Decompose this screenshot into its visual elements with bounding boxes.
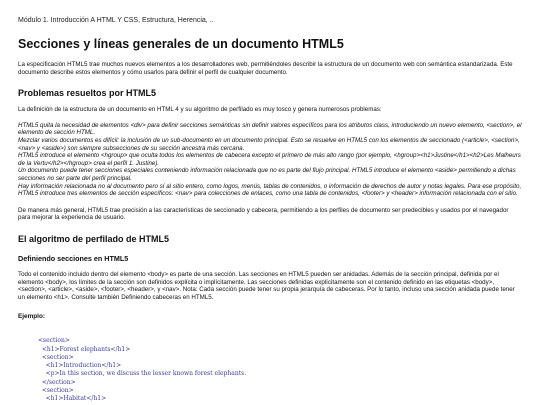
subheading-defining-sections: Definiendo secciones en HTML5: [18, 253, 129, 263]
problem-item: Un documento puede tener secciones especiales conteniendo información relacionada que no es parte del flujo principal. HTML5 introduce el elemento <aside> permitiendo a dichas secciones no ser parte del perfil principal.: [18, 167, 516, 182]
page-title: Secciones y líneas generales de un documento HTML5: [18, 37, 344, 51]
code-example: [38, 337, 522, 403]
code-line: </section>: [38, 378, 76, 386]
breadcrumb: Módulo 1. Introducción A HTML Y CSS, Estructura, Herencia, ..: [18, 17, 214, 24]
code-line: <section>: [38, 337, 70, 345]
code-line: <h1>Forest elephants</h1>: [38, 345, 131, 353]
problem-item: Mezclar varios documentos es difícil: la inclusión de un sub-documento en un documento principal. Esto se resuelve en HTML5 con los elementos de seccionado (<article>, <section>, <nav> y <aside>) son siempre subsecciones de su sección ancestra más cercana.: [18, 136, 520, 152]
section-heading-problems: Problemas resueltos por HTML5: [18, 88, 157, 99]
problem-item: Hay información relacionada no al documento pero sí al sitio entero, como logos, menús, tablas de contenidos, o información de derechos de autor y notas legales. Para ese propósito, HTML5 introduce tres elementos de sección específicos: <nav> para colecciones de enlaces, como una tabla de contenidos, <footer> y <header> información relacionada con el sitio.: [18, 182, 522, 198]
code-line: <h1>Introduction</h1>: [38, 362, 122, 370]
code-line: <section>: [38, 387, 74, 395]
problem-item: HTML5 quita la necesidad de elementos <div> para definir secciones semánticas sin definir valores específicos para los atributos class, introduciendo un nuevo elemento, <section>, el elemento de sección HTML.: [18, 121, 522, 137]
code-line: <p>In this section, we discuss the lesser known forest elephants.: [38, 370, 247, 378]
example-label: Ejemplo:: [18, 313, 45, 321]
problem-item: HTML5 introduce el elemento <hgroup> que oculta todos los elementos de cabecera excepto el primero de más alto rango (por ejemplo, <hgroup><h1>Justine</h1><h2>Les Malheurs de la Vertu</h2></hgroup> crea el perfil 1. Justine).: [18, 152, 521, 167]
summary-paragraph: De manera más general, HTML5 trae precisión a las características de seccionado y cabecera, permitiendo a los perfiles de documento ser predecibles y usados por el navegador para mejorar la experiencia de usuario.: [18, 206, 509, 222]
problems-paragraph: La definición de la estructura de un documento en HTML 4 y su algoritmo de perfilado es muy tosco y genera numerosos problemas:: [18, 106, 382, 114]
section-heading-algorithm: El algoritmo de perfilado de HTML5: [18, 233, 170, 244]
problems-list: [18, 122, 522, 198]
intro-paragraph: La especificación HTML5 trae muchos nuevos elementos a los desarrolladores web, permitiéndoles describir la estructura de un documento web con semántica estandarizada. Este documento describe estos elementos y cómo usarlos para definir el perfil de cualquier documento.: [18, 61, 513, 76]
code-line: <h1>Habitat</h1>: [38, 395, 107, 403]
sections-paragraph: Todo el contenido incluido dentro del elemento <body> es parte de una sección. Las secciones en HTML5 pueden ser anidadas. Además de la sección principal, definida por el elemento <body>, los límites de la sección son definidos explícita o implícitamente. Las secciones definidas explícitamente son el contenido definido en las etiquetas <body>, <section>, <article>, <aside>, <footer>, <header>, y <nav>. Nota: Cada sección puede tener su propia jerarquía de cabeceras. Por lo tanto, incluso una sección anidada puede tener un elemento <h1>. Consulte también Definiendo cabeceras en HTML5.: [18, 270, 515, 301]
code-line: <section>: [38, 353, 74, 361]
